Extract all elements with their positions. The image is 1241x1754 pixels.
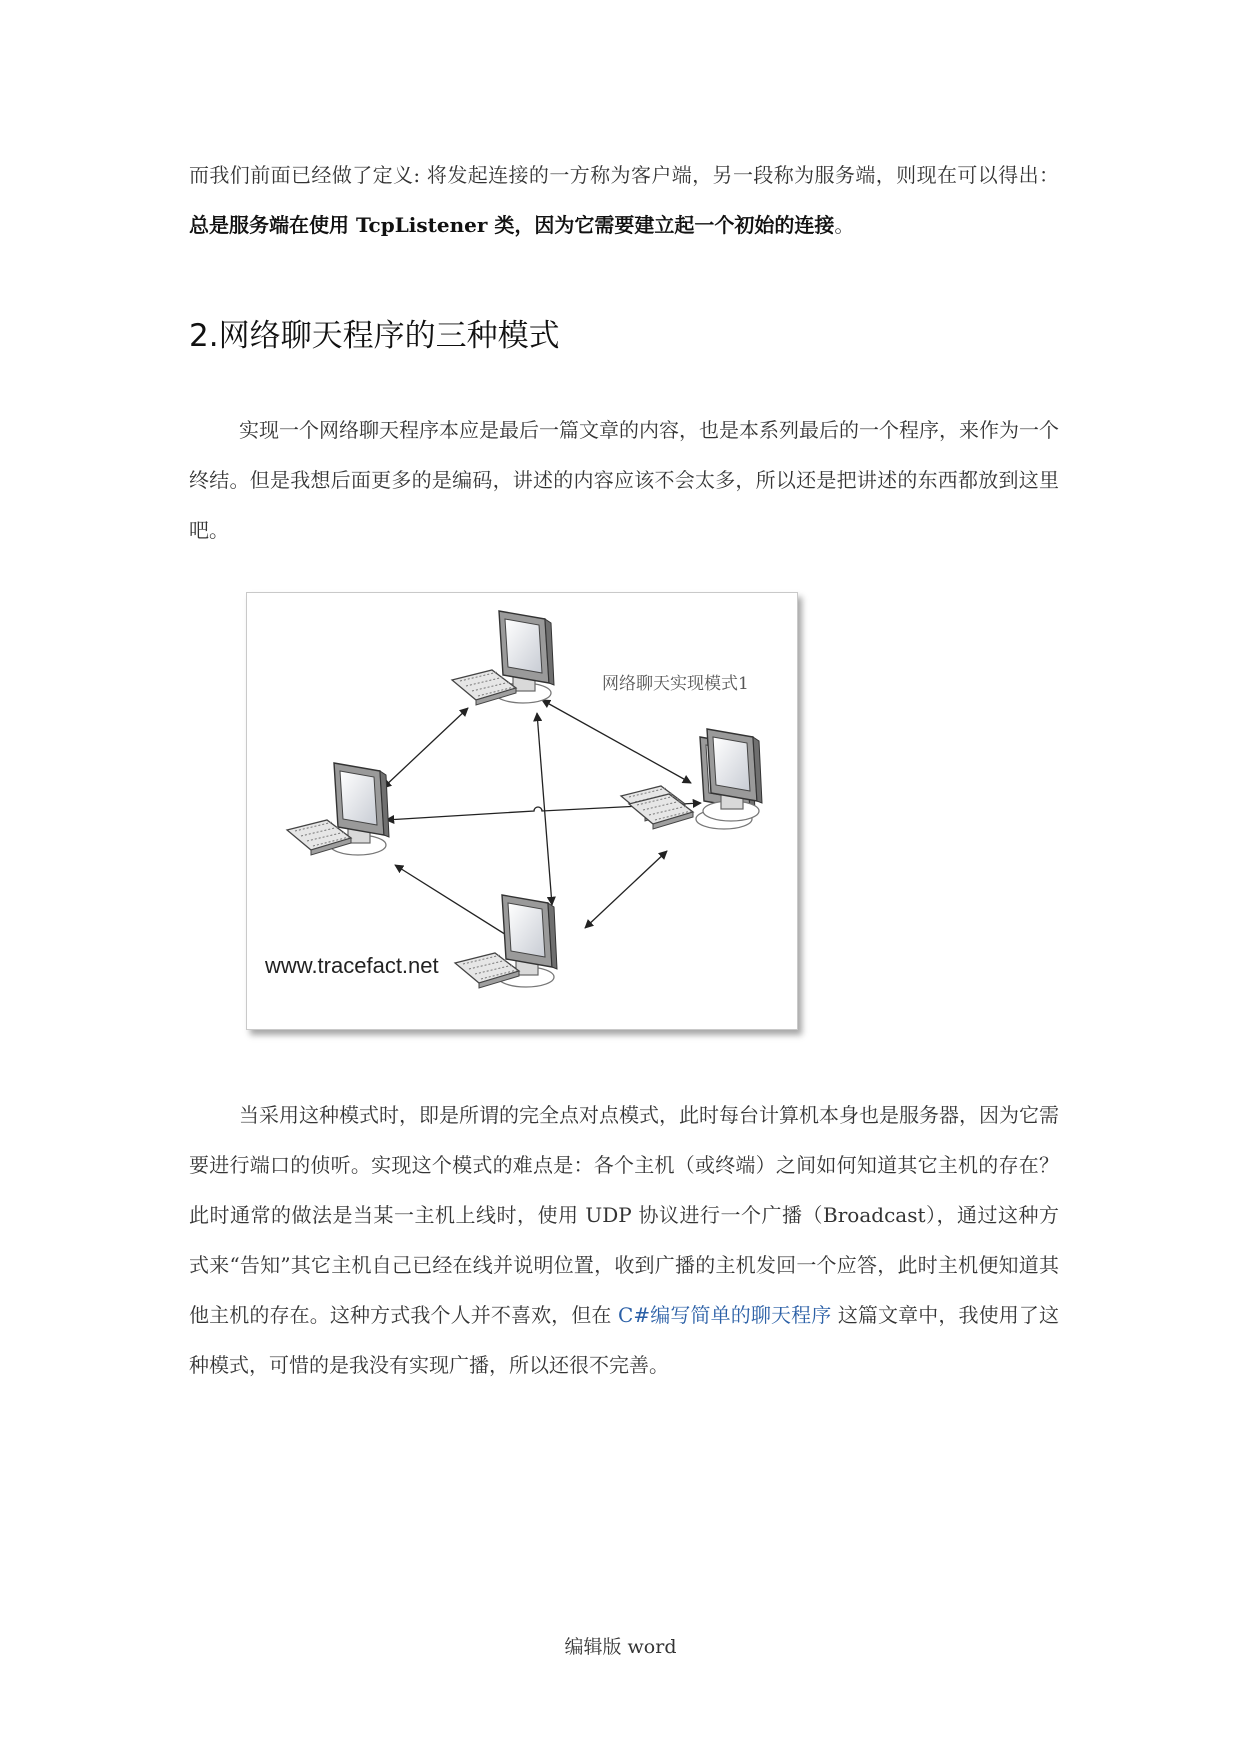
paragraph-2-text: 当采用这种模式时，即是所谓的完全点对点模式，此时每台计算机本身也是服务器，因为它需要进行端口的侦听。实现这个模式的难点是：各个主机（或终端）之间如何知道其它主机的存在？此时通常的做法是当某一主机上线时，使用 UDP 协议进行一个广播（Broadcast），通过这种方式来“告知”其它主机自己已经在线并说明位置，收到广播的主机发回一个应答，此时主机便知道其他主机的存在。这种方式我个人并不喜欢，但在 bbox=[189, 1103, 1059, 1327]
intro-paragraph bbox=[189, 150, 1059, 250]
article-link[interactable]: C#编写简单的聊天程序 bbox=[618, 1303, 832, 1327]
computer-top-icon bbox=[452, 611, 554, 705]
figure-watermark-url: www.tracefact.net bbox=[265, 953, 439, 978]
network-diagram-figure bbox=[246, 592, 798, 1030]
paragraph-2-text-end: 这篇文章中，我使用了这种模式，可惜的是我没有实现广播，所以还很不完善。 bbox=[189, 1303, 1060, 1377]
intro-text: 而我们前面已经做了定义: 将发起连接的一方称为客户端，另一段称为服务端，则现在可以得出： bbox=[189, 163, 1059, 187]
intro-bold-text: 总是服务端在使用 TcpListener 类，因为它需要建立起一个初始的连接 bbox=[189, 213, 835, 237]
computer-left-icon bbox=[287, 763, 389, 855]
intro-end: 。 bbox=[834, 213, 855, 237]
page-footer: 编辑版 word bbox=[564, 1636, 677, 1658]
figure-caption: 网络聊天实现模式1 bbox=[602, 674, 749, 694]
computer-bottom-icon bbox=[455, 895, 557, 988]
paragraph-1: 实现一个网络聊天程序本应是最后一篇文章的内容，也是本系列最后的一个程序，来作为一个终结。但是我想后面更多的是编码，讲述的内容应该不会太多，所以还是把讲述的东西都放到这里吧。 bbox=[189, 418, 1059, 542]
section-heading: 2.网络聊天程序的三种模式 bbox=[189, 318, 560, 354]
computer-right-icon bbox=[621, 729, 762, 829]
paragraph-2 bbox=[189, 1090, 1059, 1390]
